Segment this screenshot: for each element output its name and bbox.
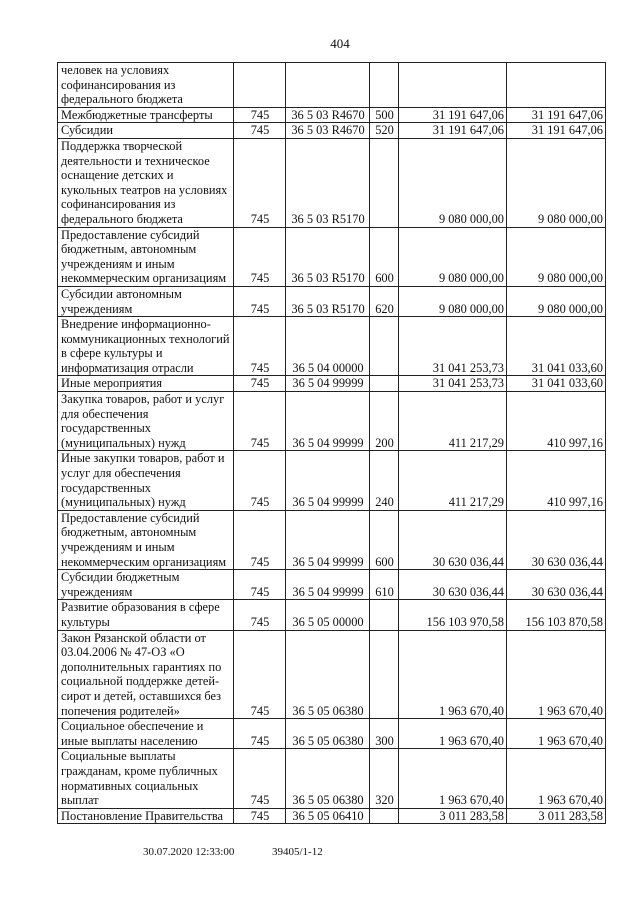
row-sum-1: 31 041 253,73 xyxy=(399,376,507,392)
row-sum-1: 30 630 036,44 xyxy=(399,570,507,600)
row-csr: 36 5 04 99999 xyxy=(286,392,370,451)
row-ved: 745 xyxy=(234,808,286,824)
table-row xyxy=(58,317,606,376)
row-csr: 36 5 03 R5170 xyxy=(286,138,370,227)
row-name: Закон Рязанской области от 03.04.2006 № 47-ОЗ «О дополнительных гарантиях по социальной поддержке детей-сирот и детей, оставшихся без попечения родителей» xyxy=(58,630,234,719)
row-sum-1: 1 963 670,40 xyxy=(399,630,507,719)
row-vr xyxy=(370,376,399,392)
row-sum-1: 30 630 036,44 xyxy=(399,510,507,569)
row-csr: 36 5 03 R4670 xyxy=(286,107,370,123)
row-ved: 745 xyxy=(234,317,286,376)
table-row xyxy=(58,510,606,569)
row-name: Субсидии бюджетным учреждениям xyxy=(58,570,234,600)
row-vr: 520 xyxy=(370,123,399,139)
row-vr: 600 xyxy=(370,510,399,569)
row-csr: 36 5 05 06380 xyxy=(286,749,370,808)
row-name: Постановление Правительства xyxy=(58,808,234,824)
row-sum-1: 156 103 970,58 xyxy=(399,600,507,630)
row-name: Социальные выплаты гражданам, кроме публичных нормативных социальных выплат xyxy=(58,749,234,808)
row-name: Развитие образования в сфере культуры xyxy=(58,600,234,630)
row-vr xyxy=(370,600,399,630)
row-csr: 36 5 03 R5170 xyxy=(286,227,370,286)
row-vr xyxy=(370,63,399,108)
row-csr: 36 5 05 06380 xyxy=(286,630,370,719)
table-row xyxy=(58,719,606,749)
row-sum-1: 1 963 670,40 xyxy=(399,749,507,808)
row-sum-2: 31 191 647,06 xyxy=(507,123,606,139)
row-vr: 300 xyxy=(370,719,399,749)
row-sum-1: 411 217,29 xyxy=(399,392,507,451)
row-ved: 745 xyxy=(234,138,286,227)
row-sum-2: 30 630 036,44 xyxy=(507,510,606,569)
row-sum-1 xyxy=(399,63,507,108)
row-sum-2: 156 103 870,58 xyxy=(507,600,606,630)
row-sum-2: 31 191 647,06 xyxy=(507,107,606,123)
table-row xyxy=(58,451,606,510)
table-row xyxy=(58,63,606,108)
row-ved xyxy=(234,63,286,108)
budget-table xyxy=(57,62,606,824)
row-sum-2: 1 963 670,40 xyxy=(507,630,606,719)
row-sum-2: 410 997,16 xyxy=(507,451,606,510)
row-sum-1: 9 080 000,00 xyxy=(399,138,507,227)
row-csr: 36 5 04 99999 xyxy=(286,510,370,569)
row-sum-1: 9 080 000,00 xyxy=(399,286,507,316)
row-sum-2: 31 041 033,60 xyxy=(507,376,606,392)
row-csr: 36 5 05 06410 xyxy=(286,808,370,824)
row-name: Внедрение информационно-коммуникационных технологий в сфере культуры и информатизация отрасли xyxy=(58,317,234,376)
row-vr: 600 xyxy=(370,227,399,286)
row-vr: 200 xyxy=(370,392,399,451)
row-ved: 745 xyxy=(234,123,286,139)
row-ved: 745 xyxy=(234,376,286,392)
table-row xyxy=(58,123,606,139)
row-csr: 36 5 04 00000 xyxy=(286,317,370,376)
row-csr: 36 5 03 R5170 xyxy=(286,286,370,316)
row-ved: 745 xyxy=(234,107,286,123)
table-row xyxy=(58,392,606,451)
row-name: Закупка товаров, работ и услуг для обеспечения государственных (муниципальных) нужд xyxy=(58,392,234,451)
row-vr xyxy=(370,317,399,376)
row-sum-1: 31 191 647,06 xyxy=(399,107,507,123)
row-sum-2: 30 630 036,44 xyxy=(507,570,606,600)
row-vr: 500 xyxy=(370,107,399,123)
row-sum-2: 3 011 283,58 xyxy=(507,808,606,824)
row-ved: 745 xyxy=(234,600,286,630)
row-sum-1: 3 011 283,58 xyxy=(399,808,507,824)
row-ved: 745 xyxy=(234,451,286,510)
row-name: Иные мероприятия xyxy=(58,376,234,392)
row-sum-1: 1 963 670,40 xyxy=(399,719,507,749)
table-row xyxy=(58,749,606,808)
row-name: человек на условиях софинансирования из федерального бюджета xyxy=(58,63,234,108)
row-sum-1: 411 217,29 xyxy=(399,451,507,510)
row-name: Иные закупки товаров, работ и услуг для обеспечения государственных (муниципальных) нужд xyxy=(58,451,234,510)
row-ved: 745 xyxy=(234,570,286,600)
row-vr xyxy=(370,808,399,824)
row-sum-2: 1 963 670,40 xyxy=(507,749,606,808)
row-vr: 620 xyxy=(370,286,399,316)
row-name: Предоставление субсидий бюджетным, автономным учреждениям и иным некоммерческим организациям xyxy=(58,510,234,569)
table-row xyxy=(58,138,606,227)
row-sum-2: 1 963 670,40 xyxy=(507,719,606,749)
row-sum-1: 31 191 647,06 xyxy=(399,123,507,139)
table-row xyxy=(58,570,606,600)
row-sum-2: 410 997,16 xyxy=(507,392,606,451)
row-sum-2: 9 080 000,00 xyxy=(507,227,606,286)
row-name: Межбюджетные трансферты xyxy=(58,107,234,123)
footer-doc-code: 39405/1-12 xyxy=(272,846,323,858)
row-csr: 36 5 04 99999 xyxy=(286,376,370,392)
row-name: Социальное обеспечение и иные выплаты населению xyxy=(58,719,234,749)
row-ved: 745 xyxy=(234,286,286,316)
row-name: Предоставление субсидий бюджетным, автономным учреждениям и иным некоммерческим организациям xyxy=(58,227,234,286)
row-sum-2: 9 080 000,00 xyxy=(507,138,606,227)
row-sum-1: 31 041 253,73 xyxy=(399,317,507,376)
row-csr xyxy=(286,63,370,108)
table-row xyxy=(58,227,606,286)
table-row xyxy=(58,376,606,392)
row-ved: 745 xyxy=(234,630,286,719)
row-csr: 36 5 03 R4670 xyxy=(286,123,370,139)
page-number: 404 xyxy=(330,36,350,51)
table-row xyxy=(58,600,606,630)
row-name: Субсидии xyxy=(58,123,234,139)
table-row xyxy=(58,286,606,316)
row-vr xyxy=(370,630,399,719)
row-sum-2: 31 041 033,60 xyxy=(507,317,606,376)
row-vr: 320 xyxy=(370,749,399,808)
row-name: Поддержка творческой деятельности и техническое оснащение детских и кукольных театров на условиях софинансирования из федерального бюджета xyxy=(58,138,234,227)
row-vr xyxy=(370,138,399,227)
footer-timestamp: 30.07.2020 12:33:00 xyxy=(143,846,235,858)
row-sum-1: 9 080 000,00 xyxy=(399,227,507,286)
row-ved: 745 xyxy=(234,392,286,451)
row-csr: 36 5 04 99999 xyxy=(286,451,370,510)
table-row xyxy=(58,630,606,719)
row-sum-2: 9 080 000,00 xyxy=(507,286,606,316)
row-ved: 745 xyxy=(234,719,286,749)
row-ved: 745 xyxy=(234,510,286,569)
table-row xyxy=(58,107,606,123)
table-row xyxy=(58,808,606,824)
row-vr: 610 xyxy=(370,570,399,600)
row-ved: 745 xyxy=(234,227,286,286)
row-csr: 36 5 05 00000 xyxy=(286,600,370,630)
row-ved: 745 xyxy=(234,749,286,808)
row-csr: 36 5 05 06380 xyxy=(286,719,370,749)
row-name: Субсидии автономным учреждениям xyxy=(58,286,234,316)
row-csr: 36 5 04 99999 xyxy=(286,570,370,600)
row-vr: 240 xyxy=(370,451,399,510)
row-sum-2 xyxy=(507,63,606,108)
